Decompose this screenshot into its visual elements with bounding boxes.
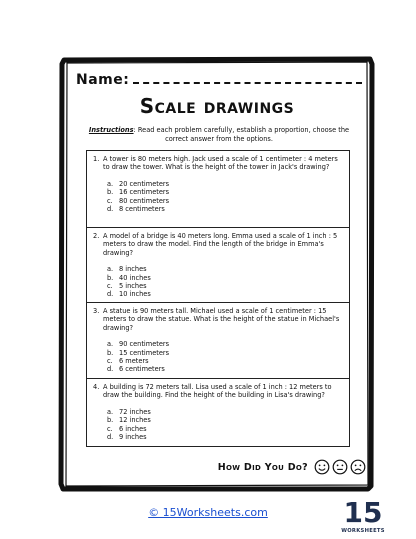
answer-option[interactable]	[107, 340, 343, 348]
answer-option[interactable]	[107, 197, 343, 205]
option-text: 72 inches	[119, 407, 151, 416]
name-label: Name:	[76, 72, 130, 88]
option-letter: b.	[107, 273, 114, 282]
option-text: 16 centimeters	[119, 188, 170, 197]
questions-table	[86, 150, 350, 447]
option-letter: c.	[107, 357, 113, 366]
answer-option[interactable]	[107, 188, 343, 196]
option-letter: a.	[107, 407, 114, 416]
answer-option[interactable]	[107, 408, 343, 416]
question-number: 3.	[93, 307, 100, 315]
option-letter: a.	[107, 265, 114, 274]
copyright-link[interactable]: © 15Worksheets.com	[148, 506, 268, 519]
happy-face-icon[interactable]	[314, 459, 330, 475]
question-2	[87, 228, 349, 303]
answer-options	[107, 340, 343, 374]
15worksheets-logo	[340, 496, 386, 536]
logo-number: 15	[343, 496, 383, 529]
option-letter: d.	[107, 433, 114, 442]
instructions	[88, 126, 350, 143]
question-4	[87, 379, 349, 446]
answer-option[interactable]	[107, 274, 343, 282]
option-letter: c.	[107, 196, 113, 205]
answer-options	[107, 408, 343, 442]
option-letter: d.	[107, 205, 114, 214]
question-number: 1.	[93, 155, 100, 163]
option-text: 8 inches	[119, 265, 147, 274]
option-letter: d.	[107, 290, 114, 299]
worksheet-title: Scale drawings	[139, 94, 295, 118]
option-text: 10 inches	[119, 290, 151, 299]
option-text: 6 meters	[119, 357, 149, 366]
option-text: 20 centimeters	[119, 179, 170, 188]
feedback-label: How Did You Do?	[217, 461, 308, 473]
option-letter: a.	[107, 340, 114, 349]
instructions-text: : Read each problem carefully, establish a proportion, choose the correct answer from the options.	[133, 126, 350, 143]
answer-option[interactable]	[107, 357, 343, 365]
self-assessment	[216, 456, 366, 478]
name-field-line[interactable]	[133, 82, 362, 84]
sad-face-icon[interactable]	[350, 459, 366, 475]
answer-option[interactable]	[107, 365, 343, 373]
answer-option[interactable]	[107, 433, 343, 441]
option-letter: d.	[107, 365, 114, 374]
worksheet	[58, 56, 376, 492]
answer-options	[107, 180, 343, 214]
answer-option[interactable]	[107, 282, 343, 290]
option-text: 90 centimeters	[119, 340, 170, 349]
question-number: 4.	[93, 383, 100, 391]
question-number: 2.	[93, 232, 100, 240]
answer-option[interactable]	[107, 180, 343, 188]
option-letter: b.	[107, 416, 114, 425]
option-text: 40 inches	[119, 273, 151, 282]
option-text: 5 inches	[119, 282, 147, 291]
question-text: A statue is 90 meters tall. Michael used a scale of 1 centimeter : 15 meters to draw the statue. What is the height of the statue in Michael's drawing?	[103, 307, 340, 332]
answer-option[interactable]	[107, 349, 343, 357]
option-text: 8 centimeters	[119, 205, 165, 214]
option-text: 15 centimeters	[119, 348, 170, 357]
question-text: A tower is 80 meters high. Jack used a scale of 1 centimeter : 4 meters to draw the tower. What is the height of the tower in Jack's drawing?	[103, 155, 338, 172]
answer-option[interactable]	[107, 425, 343, 433]
question-text: A model of a bridge is 40 meters long. Emma used a scale of 1 inch : 5 meters to draw the model. Find the length of the bridge in Emma's drawing?	[103, 232, 338, 257]
name-row	[76, 68, 362, 88]
option-letter: b.	[107, 348, 114, 357]
answer-option[interactable]	[107, 265, 343, 273]
answer-option[interactable]	[107, 290, 343, 298]
option-letter: c.	[107, 282, 113, 291]
option-text: 6 centimeters	[119, 365, 165, 374]
option-text: 6 inches	[119, 424, 147, 433]
logo-text: WORKSHEETS	[341, 528, 385, 534]
answer-option[interactable]	[107, 416, 343, 424]
option-letter: b.	[107, 188, 114, 197]
question-3	[87, 303, 349, 379]
question-1	[87, 151, 349, 228]
answer-option[interactable]	[107, 205, 343, 213]
option-letter: a.	[107, 179, 114, 188]
neutral-face-icon[interactable]	[332, 459, 348, 475]
answer-options	[107, 265, 343, 299]
option-text: 9 inches	[119, 433, 147, 442]
option-letter: c.	[107, 424, 113, 433]
question-text: A building is 72 meters tall. Lisa used a scale of 1 inch : 12 meters to draw the building. Find the height of the building in Lisa's drawing?	[103, 383, 332, 400]
option-text: 80 centimeters	[119, 196, 170, 205]
instructions-lead: Instructions	[88, 126, 134, 134]
option-text: 12 inches	[119, 416, 151, 425]
